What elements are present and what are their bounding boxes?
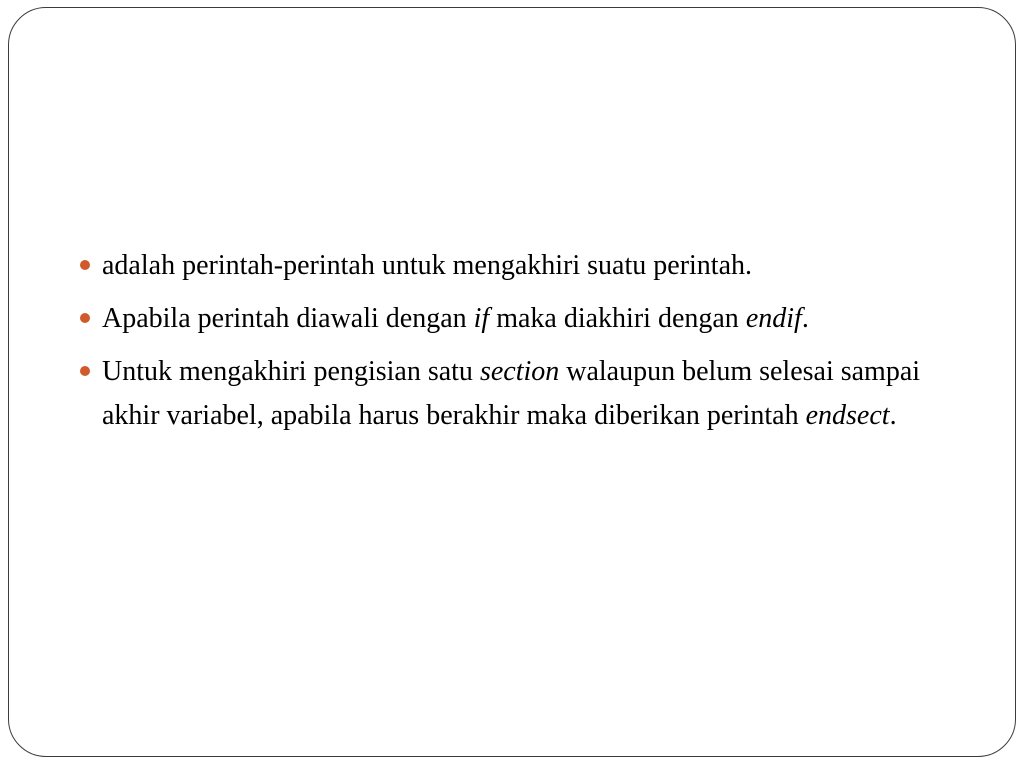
keyword-endif: endif <box>745 303 802 334</box>
bullet-item <box>79 244 959 288</box>
bullet-dot-icon <box>80 366 90 376</box>
keyword-if: if <box>473 303 490 334</box>
bullet-text-part: Untuk mengakhiri pengisian satu <box>102 356 480 387</box>
slide-frame <box>8 7 1016 757</box>
bullet-text-part: walaupun belum selesai sampai akhir variabel, apabila harus berakhir maka diberikan perintah <box>102 356 921 431</box>
bullet-dot-icon <box>80 260 90 270</box>
bullet-text <box>102 303 809 334</box>
bullet-text-part: Apabila perintah diawali dengan <box>102 303 474 334</box>
bullet-item <box>79 297 959 341</box>
bullet-text-part: . <box>801 303 809 334</box>
bullet-item <box>79 350 959 438</box>
bullet-text: adalah perintah-perintah untuk mengakhiri suatu perintah. <box>102 250 753 281</box>
bullet-text <box>102 356 920 431</box>
bullet-list <box>79 244 959 447</box>
keyword-endsect: endsect <box>805 400 890 431</box>
keyword-section: section <box>479 356 560 387</box>
bullet-text-part: . <box>889 400 897 431</box>
bullet-text-part: maka diakhiri dengan <box>489 303 746 334</box>
bullet-dot-icon <box>80 313 90 323</box>
